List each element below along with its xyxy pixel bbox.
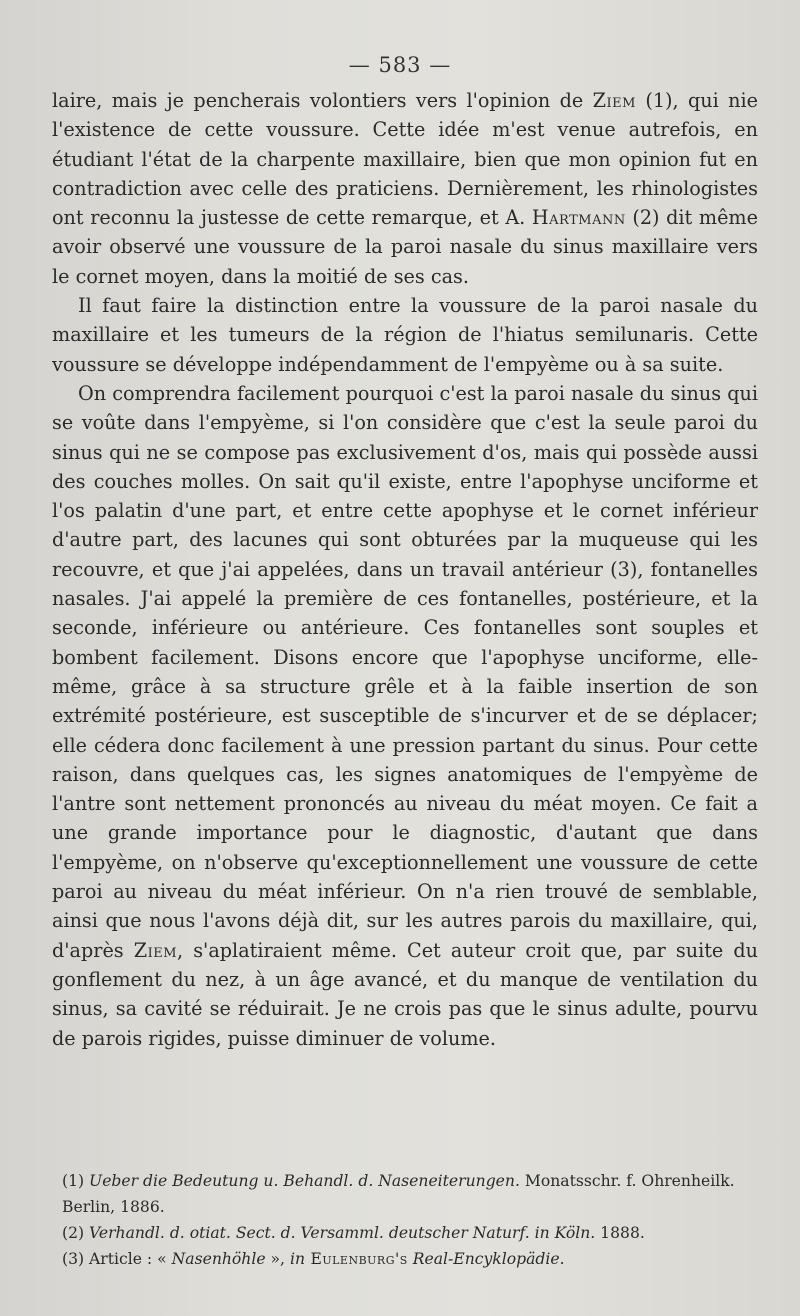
author-name-ziem: Ziem bbox=[592, 89, 636, 112]
footnote-3 bbox=[62, 1246, 762, 1272]
body-text bbox=[52, 86, 758, 1053]
footnote-1-rest: Monatsschr. f. Ohrenheilk. Berlin, 1886. bbox=[62, 1172, 735, 1216]
footnote-3-author: Eulenburg's bbox=[305, 1250, 408, 1268]
paragraph-3 bbox=[52, 379, 758, 1053]
footnote-1-mark: (1) bbox=[62, 1172, 90, 1190]
footnote-2-mark: (2) bbox=[62, 1224, 90, 1242]
paragraph-2: Il faut faire la distinction entre la voussure de la paroi nasale du maxillaire et les tumeurs de la région de l'hiatus semilunaris. Cette voussure se développe indépendamment de l'empyème ou à sa suite. bbox=[52, 294, 758, 376]
footnotes bbox=[62, 1168, 762, 1272]
paragraph-1-part-e: (2) dit même avoir observé une voussure de la paroi nasale du sinus maxillaire vers le cornet moyen, dans la moitié de ses cas. bbox=[52, 206, 758, 288]
paragraph-1 bbox=[52, 86, 758, 291]
footnote-2 bbox=[62, 1220, 762, 1246]
paragraph-3-part-a: On comprendra facilement pourquoi c'est la paroi nasale du sinus qui se voûte dans l'empyème, si l'on considère que c'est la seule paroi du sinus qui ne se compose pas exclusivement d'os, mais qui possède aussi des couches molles. On sait qu'il existe, entre l'apophyse unciforme et l'os palatin d'une part, et entre cette apophyse et le cornet inférieur d'autre part, des lacunes qui sont obturées par la muqueuse qui les recouvre, et que j'ai appelées, dans un travail antérieur (3), fontanelles nasales. J'ai appelé la première de ces fontanelles, postérieure, et la seconde, inférieure ou antérieure. Ces fontanelles sont souples et bombent facilement. Disons encore que l'apophyse unciforme, elle-même, grâce à sa structure grêle et à la faible insertion de son extrémité postérieure, est susceptible de s'incurver et de se déplacer; elle cédera donc facilement à une pression partant du sinus. Pour cette raison, dans quelques cas, les signes anatomiques de l'empyème de l'antre sont nettement prononcés au niveau du méat moyen. Ce fait a une grande importance pour le diagnostic, d'autant que dans l'empyème, on n'observe qu'exceptionnellement une voussure de cette paroi au niveau du méat inférieur. On n'a rien trouvé de semblable, ainsi que nous l'avons déjà dit, sur les autres parois du maxillaire, qui, d'après bbox=[52, 381, 758, 962]
page-number: — 583 — bbox=[348, 53, 452, 77]
paragraph-1-part-a: laire, mais je pencherais volontiers vers l'opinion de bbox=[52, 89, 593, 112]
paragraph-3-part-c: , s'aplatiraient même. Cet auteur croit que, par suite du gonflement du nez, à un âge avancé, et du manque de ventilation du sinus, sa cavité se réduirait. Je ne crois pas que le sinus adulte, pourvu de parois rigides, puisse diminuer de volume. bbox=[52, 938, 758, 1050]
footnote-1-title: Ueber die Bedeutung u. Behandl. d. Naseneiterungen. bbox=[89, 1172, 520, 1190]
paragraph-1-part-c: (1), qui nie l'existence de cette voussure. Cette idée m'est venue autrefois, en étudiant l'état de la charpente maxillaire, bien que mon opinion fut en contradiction avec celle des praticiens. Dernièrement, les rhinologistes ont reconnu la justesse de cette remarque, et A. bbox=[52, 89, 759, 230]
footnote-2-title: Verhandl. d. otiat. Sect. d. Versamml. deutscher Naturf. in Köln. bbox=[89, 1224, 596, 1242]
footnote-2-rest: 1888. bbox=[595, 1224, 645, 1242]
footnote-3-mid: », bbox=[265, 1250, 290, 1268]
footnote-3-title: Nasenhöhle bbox=[171, 1250, 266, 1268]
footnote-3-in: in bbox=[289, 1250, 305, 1268]
footnote-3-work: Real-Encyklopädie. bbox=[407, 1250, 565, 1268]
author-name-hartmann: Hartmann bbox=[531, 206, 626, 230]
footnote-1 bbox=[62, 1168, 762, 1220]
author-name-ziem-2: Ziem bbox=[133, 938, 178, 962]
footnote-3-pre: Article : « bbox=[89, 1250, 172, 1268]
footnote-3-mark: (3) bbox=[62, 1250, 90, 1268]
